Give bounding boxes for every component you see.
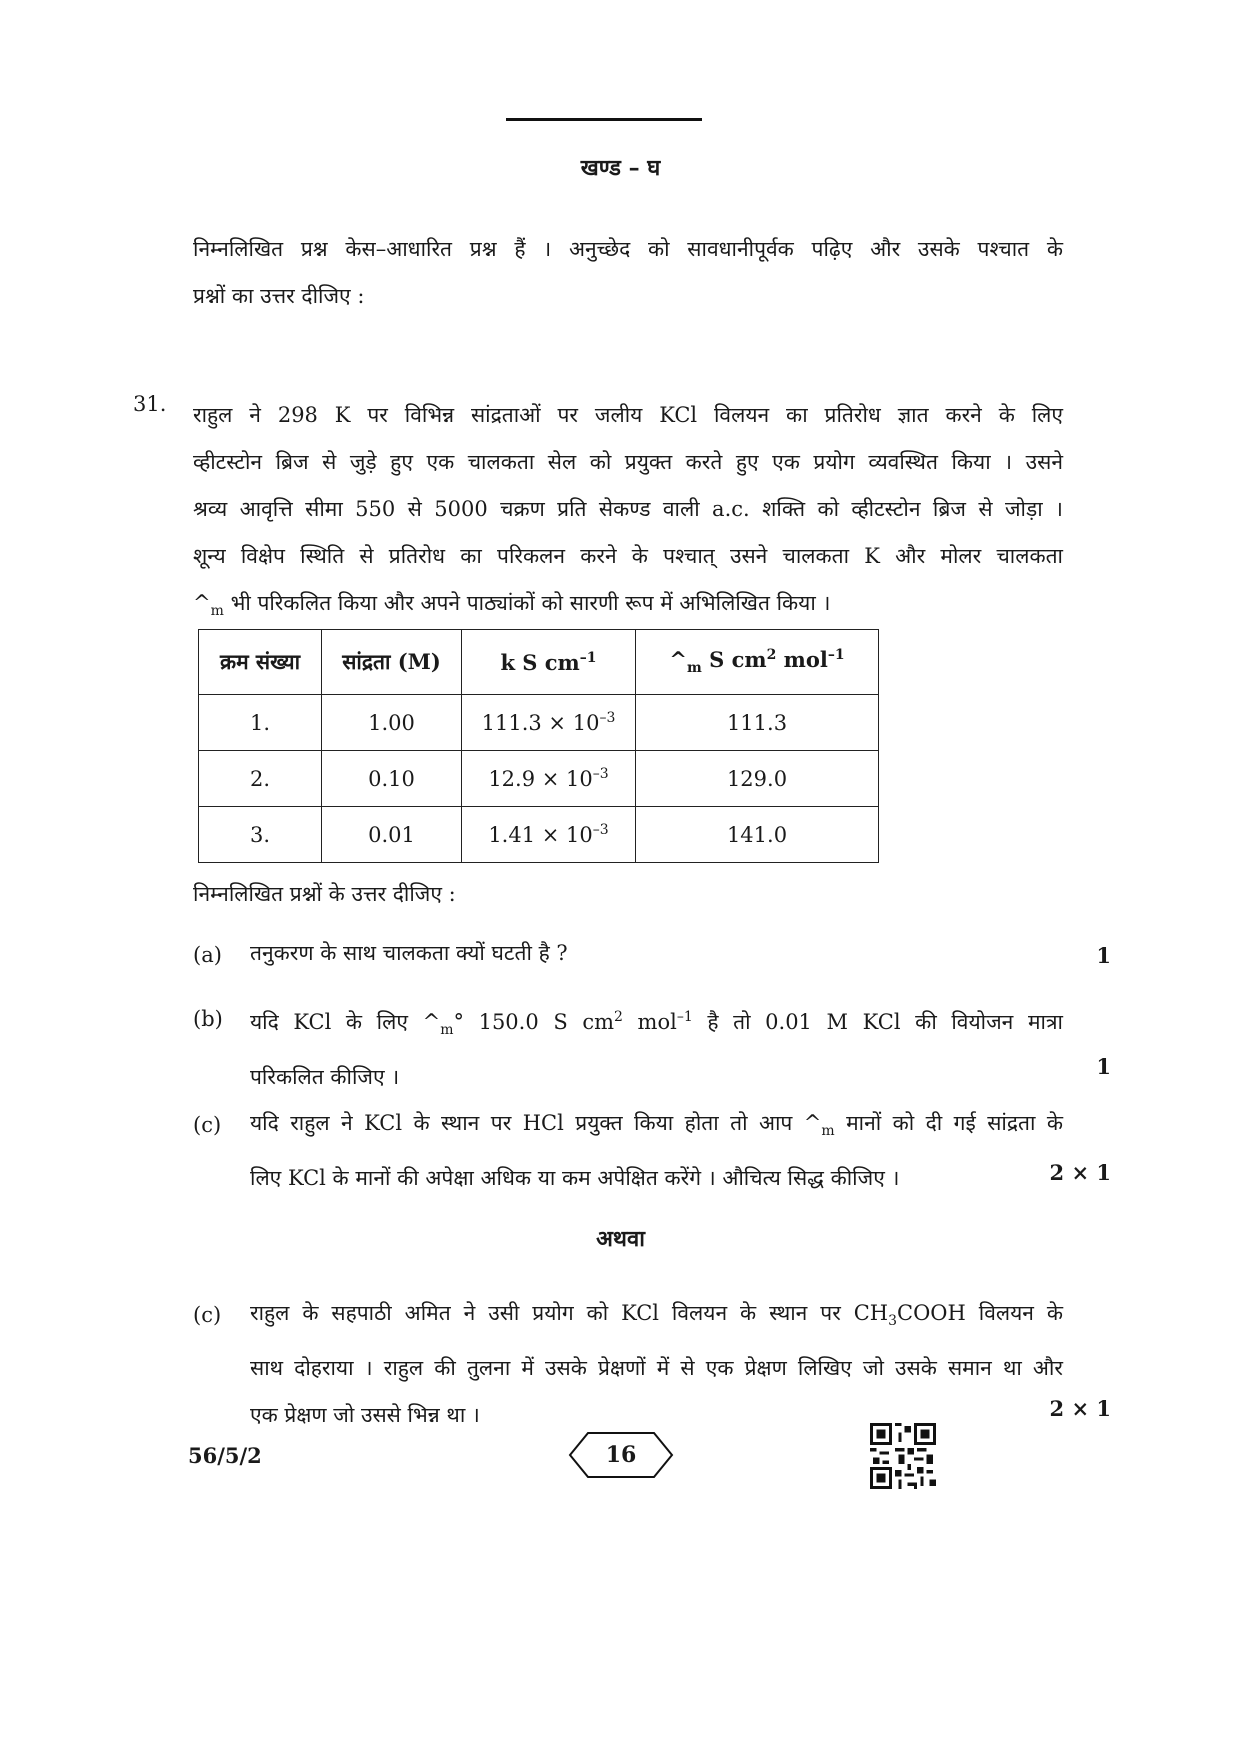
question-line-3: श्रव्य आवृत्ति सीमा 550 से 5000 चक्रण प्रति सेकण्ड वाली a.c. शक्ति को व्हीटस्टोन ब्रिज से जोड़ा । <box>193 497 1063 521</box>
section-title: खण्ड – घ <box>580 155 661 181</box>
table-row <box>199 807 879 863</box>
cell-concentration: 0.01 <box>322 807 462 863</box>
part-a-text: तनुकरण के साथ चालकता क्यों घटती है ? <box>250 941 568 965</box>
part-c-alt-marks: 2 × 1 <box>1049 1396 1111 1421</box>
header-lambda-sup2: –1 <box>827 647 845 664</box>
intro-line-1: निम्नलिखित प्रश्न केस–आधारित प्रश्न हैं । अनुच्छेद को सावधानीपूर्वक पढ़िए और उसके पश्चात के <box>193 237 1063 261</box>
header-lambda-mid: mol <box>776 647 828 673</box>
cell-kappa <box>462 751 636 807</box>
header-lambda-symbol: ^ <box>669 647 687 673</box>
part-c-text-pre: यदि राहुल ने KCl के स्थान पर HCl प्रयुक्त किया होता तो आप <box>250 1111 804 1135</box>
lambda-symbol: ^ <box>193 591 211 615</box>
cell-lambda: 129.0 <box>636 751 879 807</box>
answer-instruction: निम्नलिखित प्रश्नों के उत्तर दीजिए : <box>193 882 456 906</box>
header-lambda-text: S cm <box>701 647 767 673</box>
cell-kappa-value: 12.9 × 10 <box>488 767 593 791</box>
cell-serial: 1. <box>199 695 322 751</box>
question-line-2: व्हीटस्टोन ब्रिज से जुड़े हुए एक चालकता सेल को प्रयुक्त करते हुए एक प्रयोग व्यवस्थित किया । उसने <box>193 450 1063 474</box>
part-c-line-1 <box>250 1100 1063 1155</box>
lambda-subscript: m <box>821 1123 835 1140</box>
lambda-subscript: m <box>440 1022 454 1039</box>
header-lambda <box>636 630 879 695</box>
table-row <box>199 695 879 751</box>
part-c-alt-line-3: एक प्रेक्षण जो उससे भिन्न था । <box>250 1403 480 1428</box>
part-b-line-1 <box>250 994 1063 1054</box>
cell-kappa-exp: –3 <box>592 822 609 838</box>
part-b-line-2: परिकलित कीजिए । <box>250 1065 400 1090</box>
part-c-alt-text-pre: राहुल के सहपाठी अमित ने उसी प्रयोग को KCl विलयन के स्थान पर CH <box>250 1301 889 1325</box>
cell-kappa-exp: –3 <box>592 766 609 782</box>
header-lambda-sub: m <box>686 660 702 677</box>
part-c-alt-sub: 3 <box>888 1313 898 1330</box>
top-rule <box>506 118 702 121</box>
part-c-line-2: लिए KCl के मानों की अपेक्षा अधिक या कम अपेक्षित करेंगे । औचित्य सिद्ध कीजिए । <box>250 1166 900 1191</box>
lambda-symbol: ^ <box>422 1010 441 1034</box>
header-serial: क्रम संख्या <box>199 630 322 695</box>
page-number-badge <box>568 1431 674 1479</box>
paper-code: 56/5/2 <box>188 1443 262 1468</box>
part-b-text-mid: ° 150.0 S cm <box>453 1010 615 1034</box>
part-a-marks: 1 <box>1096 943 1111 968</box>
cell-kappa <box>462 807 636 863</box>
part-b-text <box>250 994 1063 1101</box>
part-c-alt-line-1 <box>250 1290 1063 1345</box>
cell-serial: 2. <box>199 751 322 807</box>
part-b-text-mid2: mol <box>622 1010 677 1034</box>
or-label: अथवा <box>596 1226 645 1252</box>
header-concentration: सांद्रता (M) <box>322 630 462 695</box>
question-number: 31. <box>133 392 167 416</box>
cell-concentration: 1.00 <box>322 695 462 751</box>
table-row <box>199 751 879 807</box>
cell-kappa-exp: –3 <box>599 710 616 726</box>
part-c-alt-label: (c) <box>193 1303 222 1327</box>
part-b-text-post: है तो 0.01 M KCl की वियोजन मात्रा <box>692 1010 1063 1034</box>
cell-kappa <box>462 695 636 751</box>
part-c-label: (c) <box>193 1113 222 1137</box>
part-b-label: (b) <box>193 1007 223 1031</box>
intro-line-2: प्रश्नों का उत्तर दीजिए : <box>193 284 365 308</box>
part-b-sup2: –1 <box>676 1009 693 1025</box>
header-kappa-sup: –1 <box>579 649 597 666</box>
part-c-alt-text <box>250 1290 1063 1439</box>
part-b-marks: 1 <box>1096 1054 1111 1079</box>
question-line-4: शून्य विक्षेप स्थिति से प्रतिरोध का परिकलन करने के पश्चात् उसने चालकता K और मोलर चालकता <box>193 544 1063 568</box>
cell-lambda: 111.3 <box>636 695 879 751</box>
qr-code-icon <box>870 1423 936 1489</box>
part-b-sup1: 2 <box>614 1009 623 1025</box>
question-line-5 <box>193 580 1063 635</box>
question-line-1: राहुल ने 298 K पर विभिन्न सांद्रताओं पर जलीय KCl विलयन का प्रतिरोध ज्ञात करने के लिए <box>193 403 1063 427</box>
cell-concentration: 0.10 <box>322 751 462 807</box>
part-c-text <box>250 1100 1063 1202</box>
part-a-label: (a) <box>193 943 222 967</box>
table-header-row <box>199 630 879 695</box>
cell-kappa-value: 1.41 × 10 <box>488 823 593 847</box>
cell-kappa-value: 111.3 × 10 <box>481 711 600 735</box>
header-lambda-sup1: 2 <box>766 647 777 664</box>
header-kappa-text: k S cm <box>500 649 580 675</box>
part-b-text-pre: यदि KCl के लिए <box>250 1010 423 1034</box>
readings-table <box>198 629 879 863</box>
part-c-alt-text-post: COOH विलयन के <box>897 1301 1063 1325</box>
cell-lambda: 141.0 <box>636 807 879 863</box>
lambda-symbol: ^ <box>803 1111 822 1135</box>
part-c-text-post: मानों को दी गई सांद्रता के <box>834 1111 1063 1135</box>
question-line-5-text: भी परिकलित किया और अपने पाठ्यांकों को सारणी रूप में अभिलिखित किया । <box>223 591 831 615</box>
intro-paragraph <box>193 226 1063 320</box>
lambda-subscript: m <box>210 603 224 620</box>
header-kappa <box>462 630 636 695</box>
page-number: 16 <box>605 1442 637 1468</box>
cell-serial: 3. <box>199 807 322 863</box>
question-body <box>193 392 1063 635</box>
part-c-marks: 2 × 1 <box>1049 1160 1111 1185</box>
part-c-alt-line-2: साथ दोहराया । राहुल की तुलना में उसके प्रेक्षणों में से एक प्रेक्षण लिखिए जो उसके समान था और <box>250 1356 1063 1381</box>
